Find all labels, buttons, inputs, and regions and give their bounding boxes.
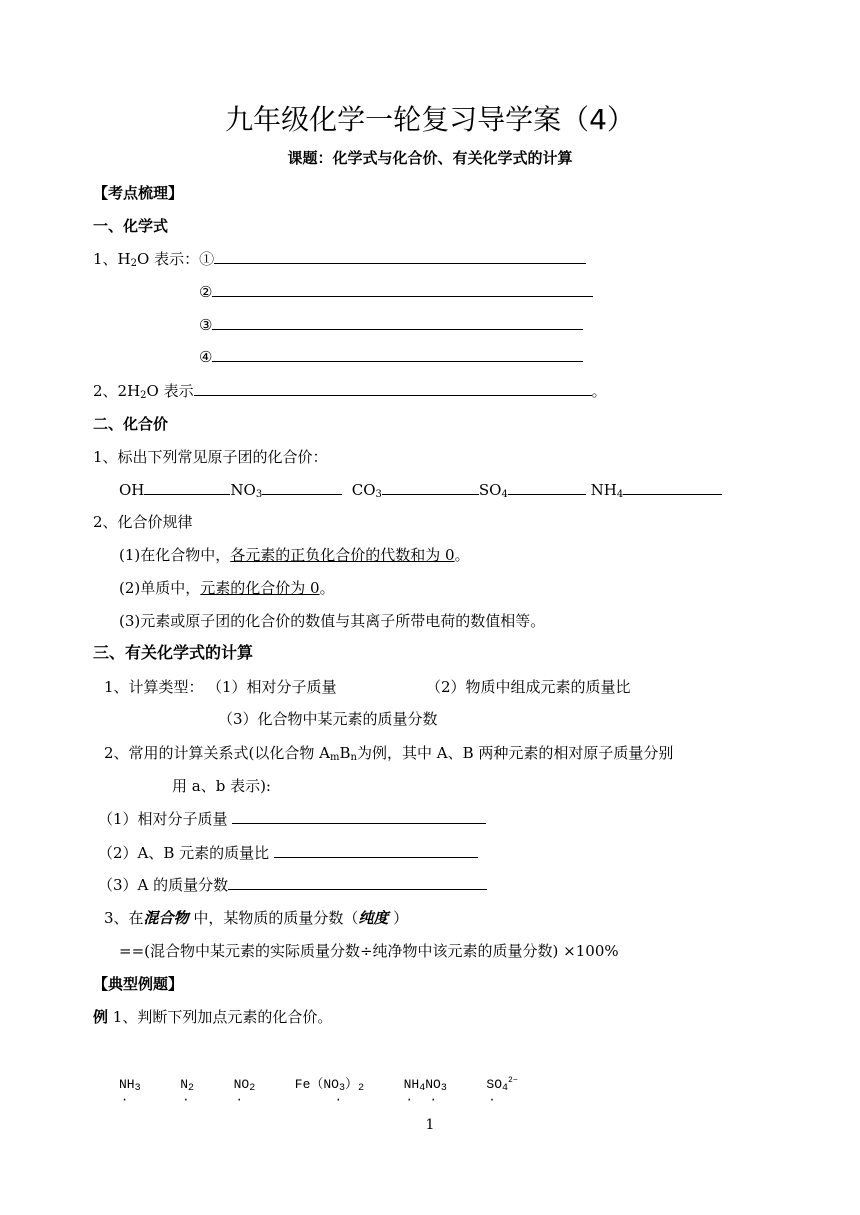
s1-q2-end: 。 bbox=[591, 382, 607, 400]
s1-q2 bbox=[93, 381, 607, 401]
relation-prefix: 2、常用的计算关系式(以化合物 A bbox=[104, 744, 330, 762]
formula-nh3-text: NH bbox=[119, 1077, 135, 1092]
dot-marker: · bbox=[488, 1093, 496, 1107]
example-1 bbox=[93, 1007, 332, 1027]
answer-blank[interactable] bbox=[382, 480, 479, 495]
rule-1-end: 。 bbox=[454, 546, 470, 564]
formula-no3-text: NO bbox=[425, 1077, 441, 1092]
examples-header: 【典型例题】 bbox=[93, 975, 184, 993]
dot-marker: · bbox=[182, 1093, 190, 1107]
mixture-mid: 中，某物质的质量分数（ bbox=[188, 909, 359, 927]
answer-blank[interactable] bbox=[212, 347, 583, 362]
marker-2: ② bbox=[199, 283, 213, 301]
relation-line-2: 用 a、b 表示): bbox=[172, 777, 271, 795]
radical-groups-row bbox=[119, 480, 722, 500]
example-formulas-row bbox=[119, 1073, 518, 1107]
dot-marker: · bbox=[405, 1093, 413, 1107]
group-oh: OH bbox=[119, 481, 145, 499]
section-1-heading: 一、化学式 bbox=[93, 217, 169, 235]
dot-marker: · bbox=[429, 1093, 437, 1107]
section-3-heading: 三、有关化学式的计算 bbox=[93, 643, 254, 662]
formula-nh3 bbox=[119, 1075, 141, 1107]
answer-blank[interactable] bbox=[214, 249, 586, 264]
formula-no3-sub: 3 bbox=[440, 1083, 447, 1094]
page-subtitle: 课题：化学式与化合价、有关化学式的计算 bbox=[287, 149, 573, 167]
answer-blank[interactable] bbox=[228, 875, 487, 890]
s1-q2-sub: 2 bbox=[140, 390, 147, 401]
purity-term: 纯度 bbox=[358, 909, 389, 927]
answer-blank[interactable] bbox=[194, 381, 592, 396]
formula-1-label: （1）相对分子质量 bbox=[98, 810, 233, 828]
s1-q1-prefix: 1、H bbox=[93, 250, 131, 268]
formula-so4-text: SO bbox=[486, 1077, 503, 1092]
formula-3 bbox=[98, 875, 487, 895]
s2-q1: 1、标出下列常见原子团的化合价： bbox=[93, 448, 328, 466]
group-co3: CO bbox=[351, 481, 376, 499]
formula-n2-sub: 2 bbox=[188, 1083, 195, 1094]
formula-nh4no3 bbox=[403, 1075, 447, 1107]
rule-2 bbox=[119, 578, 335, 598]
review-header: 【考点梳理】 bbox=[93, 184, 184, 202]
formula-2 bbox=[98, 843, 478, 863]
calc-types-label: 1、计算类型： bbox=[104, 678, 204, 696]
rule-2-prefix: (2)单质中， bbox=[119, 579, 201, 597]
page-number: 1 bbox=[425, 1117, 435, 1133]
rule-1 bbox=[119, 545, 470, 565]
mixture-term: 混合物 bbox=[143, 909, 189, 927]
calc-type-2: （2）物质中组成元素的质量比 bbox=[426, 678, 631, 696]
rule-1-prefix: (1)在化合物中， bbox=[119, 546, 231, 564]
formula-2-label: （2）A、B 元素的质量比 bbox=[98, 844, 274, 862]
formula-3-label: （3）A 的质量分数 bbox=[98, 876, 229, 894]
example-label: 例 bbox=[93, 1008, 109, 1026]
mixture-prefix: 3、在 bbox=[104, 909, 144, 927]
marker-3: ③ bbox=[199, 316, 213, 334]
formula-so4-sub: 4 bbox=[502, 1083, 509, 1094]
s1-m3 bbox=[199, 315, 583, 335]
rule-2-underlined: 元素的化合价为 0 bbox=[200, 579, 320, 597]
formula-no2-sub: 2 bbox=[249, 1083, 256, 1094]
page-title: 九年级化学一轮复习导学案（4） bbox=[225, 103, 635, 136]
group-co3-sub: 3 bbox=[375, 489, 382, 500]
formula-n2-text: N bbox=[180, 1077, 188, 1092]
relation-suffix: 为例，其中 A、B 两种元素的相对原子质量分别 bbox=[356, 744, 674, 762]
formula-so4-2minus bbox=[486, 1075, 518, 1107]
formula-no2-text: NO bbox=[233, 1077, 250, 1092]
rule-1-underlined: 各元素的正负化合价的代数和为 0 bbox=[230, 546, 455, 564]
mixture-end: ） bbox=[388, 909, 409, 927]
s1-m4 bbox=[199, 347, 583, 367]
rule-2-end: 。 bbox=[319, 579, 335, 597]
mixture-formula: ==(混合物中某元素的实际质量分数÷纯净物中该元素的质量分数) ×100% bbox=[119, 942, 619, 960]
relation-sub-n: n bbox=[350, 752, 357, 763]
calc-type-1: （1）相对分子质量 bbox=[207, 678, 337, 696]
section-2-heading: 二、化合价 bbox=[93, 415, 169, 433]
answer-blank[interactable] bbox=[262, 480, 342, 495]
formula-fe-sub2: 2 bbox=[358, 1083, 365, 1094]
calc-type-3: （3）化合物中某元素的质量分数 bbox=[218, 710, 438, 728]
formula-fe-text: Fe（NO bbox=[294, 1077, 339, 1092]
group-so4-sub: 4 bbox=[501, 489, 508, 500]
s1-q1-suffix: O 表示：① bbox=[137, 250, 215, 268]
formula-nh3-sub: 3 bbox=[134, 1083, 141, 1094]
s1-q1 bbox=[93, 249, 586, 269]
group-so4: SO bbox=[478, 481, 502, 499]
answer-blank[interactable] bbox=[212, 282, 593, 297]
s2-q2: 2、化合价规律 bbox=[93, 513, 193, 531]
relation-sub-m: m bbox=[330, 752, 340, 763]
dot-marker: · bbox=[334, 1093, 342, 1107]
formula-fe-no3-2 bbox=[294, 1075, 365, 1107]
formula-so4-charge: 2− bbox=[508, 1076, 518, 1085]
dot-marker: · bbox=[121, 1093, 129, 1107]
formula-n2 bbox=[180, 1075, 195, 1107]
group-no3-sub: 3 bbox=[255, 489, 263, 500]
formula-nh4-text: NH bbox=[403, 1077, 420, 1092]
answer-blank[interactable] bbox=[274, 843, 478, 858]
mixture-line bbox=[104, 908, 408, 928]
s1-m2 bbox=[199, 282, 593, 302]
s1-q1-sub: 2 bbox=[130, 258, 137, 269]
group-nh4-sub: 4 bbox=[616, 489, 624, 500]
relation-line-1 bbox=[104, 743, 673, 763]
s1-q2-prefix: 2、2H bbox=[93, 382, 141, 400]
answer-blank[interactable] bbox=[212, 315, 583, 330]
s1-q2-suffix: O 表示 bbox=[146, 382, 194, 400]
formula-fe-paren: ） bbox=[345, 1077, 359, 1092]
answer-blank[interactable] bbox=[508, 480, 586, 495]
formula-fe-sub1: 3 bbox=[338, 1083, 345, 1094]
group-no3: NO bbox=[230, 481, 256, 499]
answer-blank[interactable] bbox=[232, 809, 486, 824]
formula-no2 bbox=[233, 1075, 256, 1107]
formula-nh4-sub: 4 bbox=[419, 1083, 426, 1094]
formula-1 bbox=[98, 809, 486, 829]
answer-blank[interactable] bbox=[144, 480, 230, 495]
marker-4: ④ bbox=[199, 348, 213, 366]
rule-3: (3)元素或原子团的化合价的数值与其离子所带电荷的数值相等。 bbox=[119, 612, 546, 630]
dot-marker: · bbox=[235, 1093, 243, 1107]
group-nh4: NH bbox=[590, 481, 617, 499]
example-1-text: 1、判断下列加点元素的化合价。 bbox=[108, 1008, 333, 1026]
answer-blank[interactable] bbox=[623, 480, 722, 495]
relation-b: B bbox=[339, 744, 351, 762]
